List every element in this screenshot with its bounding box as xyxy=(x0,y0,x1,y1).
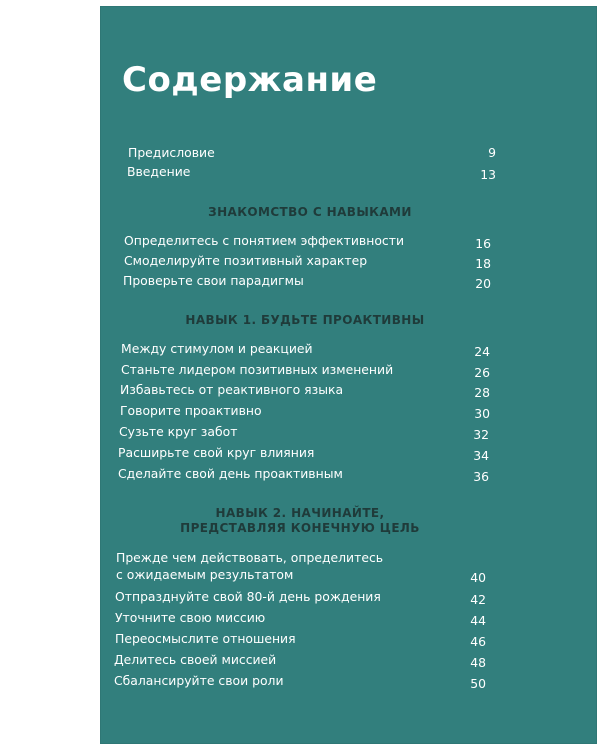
toc-entry-label: Предисловие xyxy=(128,145,215,160)
toc-entry-label-continued: с ожидаемым результатом xyxy=(116,567,294,582)
toc-entry-label: Переосмыслите отношения xyxy=(115,631,296,646)
toc-entry-page: 40 xyxy=(470,570,486,585)
toc-entry-page: 48 xyxy=(470,655,486,670)
toc-entry-page: 13 xyxy=(480,167,496,182)
toc-entry-label: Проверьте свои парадигмы xyxy=(123,273,304,288)
toc-entry-page: 28 xyxy=(474,385,490,400)
toc-entry-page: 30 xyxy=(474,406,490,421)
toc-entry-label: Введение xyxy=(127,164,191,179)
toc-entry-label: Сузьте круг забот xyxy=(119,424,238,439)
toc-entry-label: Смоделируйте позитивный характер xyxy=(124,253,368,268)
toc-entry-page: 50 xyxy=(470,676,486,691)
section-heading: ПРЕДСТАВЛЯЯ КОНЕЧНУЮ ЦЕЛЬ xyxy=(180,521,420,535)
toc-entry-label: Между стимулом и реакцией xyxy=(121,341,313,356)
toc-entry-page: 34 xyxy=(473,448,489,463)
section-heading: ЗНАКОМСТВО С НАВЫКАМИ xyxy=(208,205,412,219)
toc-entry-label: Станьте лидером позитивных изменений xyxy=(121,362,394,377)
toc-entry-page: 32 xyxy=(473,427,489,442)
toc-entry-label: Расширьте свой круг влияния xyxy=(118,445,315,460)
toc-entry-label: Отпразднуйте свой 80-й день рождения xyxy=(115,589,381,604)
toc-entry-label: Делитесь своей миссией xyxy=(114,652,277,667)
toc-entry-page: 44 xyxy=(470,613,486,628)
toc-entry-label: Уточните свою миссию xyxy=(115,610,266,625)
toc-entry-page: 36 xyxy=(473,469,489,484)
toc-entry-label: Избавьтесь от реактивного языка xyxy=(120,382,344,397)
toc-entry-label: Сделайте свой день проактивным xyxy=(118,466,343,481)
toc-entry-page: 9 xyxy=(488,145,496,160)
toc-entry-label: Говорите проактивно xyxy=(120,403,262,418)
toc-entry-page: 26 xyxy=(474,365,490,380)
page-title: Содержание xyxy=(122,60,378,100)
toc-entry-page: 16 xyxy=(475,236,491,251)
section-heading: НАВЫК 2. НАЧИНАЙТЕ, xyxy=(215,506,385,520)
section-heading: НАВЫК 1. БУДЬТЕ ПРОАКТИВНЫ xyxy=(185,313,425,327)
toc-entry-label: Сбалансируйте свои роли xyxy=(114,673,284,688)
toc-entry-page: 46 xyxy=(470,634,486,649)
toc-entry-page: 42 xyxy=(470,592,486,607)
toc-entry-page: 18 xyxy=(475,256,491,271)
toc-entry-page: 24 xyxy=(474,344,490,359)
toc-entry-label: Прежде чем действовать, определитесь xyxy=(116,550,384,565)
toc-entry-page: 20 xyxy=(475,276,491,291)
toc-entry-label: Определитесь с понятием эффективности xyxy=(124,233,404,248)
